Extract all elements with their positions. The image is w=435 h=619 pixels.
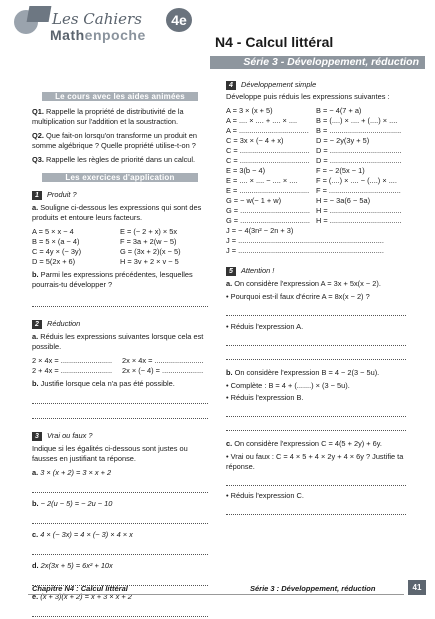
ex4-header (226, 80, 406, 90)
answer-line[interactable] (32, 395, 208, 404)
ex4-cell[interactable]: H = ................................... (316, 206, 402, 215)
ex5-b-b2-text: Réduis l'expression B. (230, 393, 304, 402)
expr-d: D = 5(2x + 6) (32, 257, 76, 266)
ex3-item (32, 561, 208, 571)
ex4-row (226, 136, 406, 146)
ex2-instr-b (32, 379, 208, 389)
ex5-c-bullet2: • Réduis l'expression C. (226, 491, 304, 500)
ex5-a-bullet1: • Pourquoi est-il faux d'écrire A = 8x(x − 2) ? (226, 292, 370, 301)
ex4-cell[interactable]: G = .................................. (226, 206, 310, 215)
answer-line[interactable] (32, 410, 208, 419)
ex2-row (32, 366, 208, 376)
ex2-a-text: Réduis les expressions suivantes lorsque cela est possible. (32, 332, 204, 351)
ex3-title: Vrai ou faux ? (47, 431, 93, 440)
ex5-header (226, 266, 406, 276)
ex2-row (32, 356, 208, 366)
ex2-number: 2 (32, 320, 42, 329)
ex4-row[interactable] (226, 146, 406, 156)
ex4-row[interactable] (226, 216, 406, 226)
ex5-b-bullet2: • Réduis l'expression B. (226, 393, 304, 402)
ex4-cell: G = − w(− 1 + w) (226, 196, 282, 205)
q2-label: Q2. (32, 131, 44, 140)
logo-flag-icon (27, 6, 52, 22)
ex5-a-intro (226, 279, 406, 289)
ex3-item-text: 2x(3x + 5) = 6x² + 10x (40, 561, 113, 570)
ex5-a-label: a. (226, 279, 233, 288)
ex2-expr: 2 + 4x = ......................... (32, 366, 113, 375)
expr-a: A = 5 × x − 4 (32, 227, 74, 236)
ex1-instr-a (32, 203, 208, 223)
ex1-title: Produit ? (47, 190, 77, 199)
right-column (226, 80, 406, 515)
ex3-item-label: b. (32, 499, 39, 508)
ex4-row[interactable] (226, 186, 406, 196)
ex4-j-line[interactable]: J = ....................................................................... (226, 246, 384, 255)
ex4-cell[interactable]: C = .................................. (226, 156, 310, 165)
ex1-b-label: b. (32, 270, 39, 279)
question-2 (32, 131, 208, 151)
ex5-c-b2-text: Réduis l'expression C. (230, 491, 304, 500)
ex4-j-expr: J = − 4(3n² − 2n + 3) (226, 226, 294, 235)
ex5-c-bullet1: • Vrai ou faux : C = 4 × 5 + 4 × 2y + 4 × 6y ? Justifie ta réponse. (226, 452, 404, 471)
answer-line[interactable] (226, 307, 406, 316)
ex4-cell[interactable]: F = (....) × .... − (....) × .... (316, 176, 397, 185)
ex4-cell[interactable]: H = ................................... (316, 216, 402, 225)
ex3-item (32, 468, 208, 478)
ex3-header (32, 431, 208, 441)
answer-line[interactable] (32, 484, 208, 493)
ex4-row (226, 166, 406, 176)
ex5-b-text: On considère l'expression B = 4 − 2(3 − 5u). (234, 368, 380, 377)
ex4-row[interactable] (226, 156, 406, 166)
answer-line[interactable] (226, 408, 406, 417)
series-banner: Série 3 - Développement, réduction (210, 56, 425, 69)
ex5-c-label: c. (226, 439, 233, 448)
answer-line[interactable] (32, 515, 208, 524)
ex4-cell: B = − 4(7 + a) (316, 106, 362, 115)
q3-text: Rappelle les règles de priorité dans un calcul. (45, 155, 196, 164)
ex3-number: 3 (32, 432, 42, 441)
ex5-b-intro (226, 368, 406, 378)
ex1-row (32, 227, 208, 237)
ex4-title: Développement simple (241, 80, 317, 89)
expr-c: C = 4y × (− 3y) (32, 247, 82, 256)
q1-text: Rappelle la propriété de distributivité de la multiplication sur l'addition et la soustraction. (32, 107, 184, 126)
grade-badge: 4e (166, 8, 192, 32)
ex2-title: Réduction (47, 319, 81, 328)
ex5-a-bullet2: • Réduis l'expression A. (226, 322, 304, 331)
brand-line1: Les Cahiers (52, 10, 142, 28)
expr-g: G = (3x + 2)(x − 5) (120, 247, 181, 256)
ex3-item-text: 4 × (− 3x) = 4 × (− 3) × 4 × x (40, 530, 133, 539)
ex4-cell[interactable]: D = ................................... (316, 156, 402, 165)
ex5-c-intro (226, 439, 406, 449)
ex4-cell[interactable]: B = (....) × .... + (....) × .... (316, 116, 398, 125)
ex4-cell: A = 3 × (x + 5) (226, 106, 273, 115)
ex1-header (32, 190, 208, 200)
ex1-number: 1 (32, 191, 42, 200)
ex5-b-label: b. (226, 368, 233, 377)
ex3-item-label: e. (32, 592, 39, 601)
ex4-cell: D = − 2y(3y + 5) (316, 136, 370, 145)
brand-line2 (50, 27, 146, 43)
ex4-cell[interactable]: A = .................................. (226, 126, 309, 135)
answer-line[interactable] (226, 422, 406, 431)
ex4-cell: H = − 3a(6 − 5a) (316, 196, 371, 205)
ex1-row (32, 257, 208, 267)
page-number: 41 (408, 580, 426, 595)
ex5-b-b1-text: Complète : B = 4 + (.......) × (3 − 5u). (230, 381, 350, 390)
ex5-a-b2-text: Réduis l'expression A. (230, 322, 304, 331)
ex2-b-label: b. (32, 379, 39, 388)
ex1-b-text: Parmi les expressions précédentes, lesquelles pourrais-tu développer ? (32, 270, 193, 289)
ex1-instr-b (32, 270, 208, 290)
answer-line[interactable] (32, 608, 208, 617)
ex4-row[interactable] (226, 126, 406, 136)
question-1 (32, 107, 208, 127)
ex4-cell[interactable]: B = ................................... (316, 126, 402, 135)
ex4-row[interactable] (226, 176, 406, 186)
ex1-expressions (32, 227, 208, 267)
expr-e: E = (− 2 + x) × 5x (120, 227, 178, 236)
ex1-row (32, 247, 208, 257)
ex2-instr-a (32, 332, 208, 352)
ex2-b-text: Justifie lorsque cela n'a pas été possible. (40, 379, 175, 388)
expr-h: H = 3v + 2 × v − 5 (120, 257, 179, 266)
brand-math: Math (50, 27, 85, 43)
ex4-row[interactable] (226, 206, 406, 216)
ex5-number: 5 (226, 267, 236, 276)
ex1-a-text: Souligne ci-dessous les expressions qui sont des produits et entoure leurs facteurs. (32, 203, 202, 222)
ex4-row (226, 196, 406, 206)
ex2-header (32, 319, 208, 329)
ex4-number: 4 (226, 81, 236, 90)
ex5-a-text: On considère l'expression A = 3x + 5x(x − 2). (234, 279, 381, 288)
question-3 (32, 155, 208, 165)
course-heading: Le cours avec les aides animées (42, 92, 198, 101)
ex5-c-text: On considère l'expression C = 4(5 + 2y) + 6y. (234, 439, 382, 448)
left-column (32, 92, 208, 617)
exercise-heading: Les exercices d'application (42, 173, 198, 182)
ex4-intro: Développe puis réduis les expressions suivantes : (226, 92, 390, 101)
ex3-intro: Indique si les égalités ci-dessous sont justes ou fausses en justifiant ta réponse. (32, 444, 188, 463)
ex4-grid (226, 106, 406, 256)
ex4-cell[interactable]: A = .... × .... + .... × .... (226, 116, 298, 125)
q2-text: Que fait-on lorsqu'on transforme un produit en somme algébrique ? Quelle propriété utilise-t-on ? (32, 131, 197, 150)
ex4-cell[interactable]: C = .................................. (226, 146, 310, 155)
answer-line[interactable] (32, 298, 208, 307)
footer-divider (28, 594, 404, 595)
expr-b: B = 5 × (a − 4) (32, 237, 80, 246)
ex2-expr: 2x × (− 4) = .................... (122, 366, 204, 375)
ex1-row (32, 237, 208, 247)
answer-line[interactable] (32, 546, 208, 555)
ex3-item (32, 530, 208, 540)
expr-f: F = 3a + 2(w − 5) (120, 237, 177, 246)
ex4-cell[interactable]: D = ................................... (316, 146, 402, 155)
ex2-expr: 2x × 4x = ........................ (122, 356, 204, 365)
ex4-j-line[interactable]: J = ....................................................................... (226, 236, 384, 245)
ex4-row[interactable] (226, 116, 406, 126)
ex5-a-b1-text: Pourquoi est-il faux d'écrire A = 8x(x − 2) ? (230, 292, 370, 301)
ex4-cell: C = 3x × (− 4 + x) (226, 136, 284, 145)
ex1-a-label: a. (32, 203, 39, 212)
ex3-item-label: c. (32, 530, 39, 539)
footer-series: Série 3 : Développement, réduction (250, 584, 376, 593)
ex3-item-text: 3 × (x + 2) = 3 × x + 2 (40, 468, 112, 477)
answer-line[interactable] (226, 477, 406, 486)
ex3-item-text: − 2(u − 5) = − 2u − 10 (40, 499, 113, 508)
footer-chapter: Chapitre N4 : Calcul littéral (32, 584, 128, 593)
ex4-cell: E = 3(b − 4) (226, 166, 266, 175)
q3-label: Q3. (32, 155, 44, 164)
answer-line[interactable] (226, 351, 406, 360)
ex2-expressions (32, 356, 208, 376)
ex4-cell[interactable]: G = .................................. (226, 216, 310, 225)
answer-line[interactable] (226, 337, 406, 346)
ex4-cell[interactable]: E = .................................. (226, 186, 310, 195)
ex2-a-label: a. (32, 332, 39, 341)
q1-label: Q1. (32, 107, 44, 116)
ex5-title: Attention ! (241, 266, 275, 275)
ex3-item (32, 499, 208, 509)
ex5-b-bullet1: • Complète : B = 4 + (.......) × (3 − 5u). (226, 381, 350, 390)
ex5-c-b1-text: Vrai ou faux : C = 4 × 5 + 4 × 2y + 4 × 6y ? Justifie ta réponse. (226, 452, 404, 471)
page-title: N4 - Calcul littéral (215, 34, 334, 50)
ex4-cell[interactable]: F = ................................... (316, 186, 401, 195)
ex4-row (226, 106, 406, 116)
ex4-cell[interactable]: E = .... × .... − .... × .... (226, 176, 298, 185)
ex2-expr: 2 × 4x = ......................... (32, 356, 113, 365)
ex4-cell: F = − 2(5x − 1) (316, 166, 365, 175)
ex3-item-label: d. (32, 561, 39, 570)
ex3-item-text: (x + 3)(x + 2) = x + 3 × x + 2 (40, 592, 132, 601)
brand-enpoche: enpoche (84, 27, 146, 43)
answer-line[interactable] (226, 506, 406, 515)
ex3-item-label: a. (32, 468, 39, 477)
